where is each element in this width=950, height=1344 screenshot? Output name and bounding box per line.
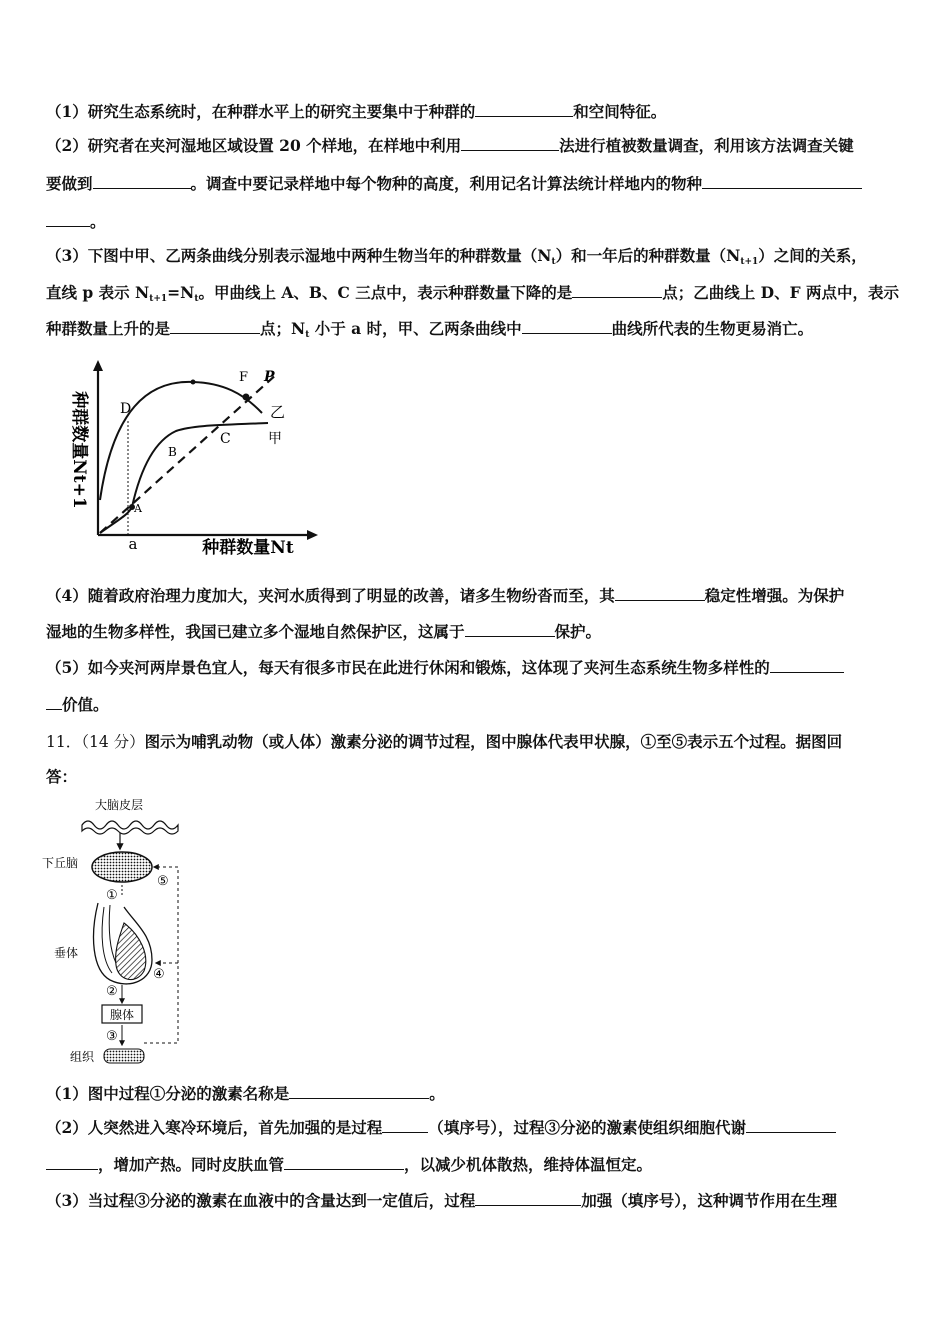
population-curve-figure — [58, 355, 328, 560]
answer-blank[interactable] — [475, 101, 573, 117]
q10-part2-line2: 要做到 。调查中要记录样地中每个物种的高度，利用记名计算法统计样地内的物种 — [46, 173, 910, 195]
hormone-regulation-diagram — [40, 795, 200, 1067]
label-C: C — [220, 431, 231, 447]
curve-jia — [100, 423, 268, 533]
label-cortex: 大脑皮层 — [95, 798, 144, 812]
answer-blank[interactable] — [770, 657, 844, 673]
answer-blank[interactable] — [702, 173, 862, 189]
answer-blank[interactable] — [46, 211, 90, 227]
q11-part1: （1）图中过程①分泌的激素名称是 。 — [46, 1084, 445, 1103]
label-step2: ② — [106, 984, 118, 999]
tissue-shape — [104, 1049, 144, 1063]
label-step5: ⑤ — [157, 874, 169, 889]
label-jia: 甲 — [268, 431, 282, 447]
x-axis-label: 种群数量Nt — [202, 538, 294, 558]
q10-part1: （1）研究生态系统时，在种群水平上的研究主要集中于种群的 和空间特征。 — [46, 102, 667, 121]
q10-part4-line2: 湿地的生物多样性，我国已建立多个湿地自然保护区，这属于 保护。 — [46, 622, 602, 641]
q11-stem-line1: 11．（14 分）图示为哺乳动物（或人体）激素分泌的调节过程，图中腺体代表甲状腺，①至⑤表示五个过程。据图回 — [46, 732, 843, 751]
cortex-shape — [82, 821, 178, 834]
answer-blank[interactable] — [746, 1117, 836, 1133]
answer-blank[interactable] — [46, 694, 62, 710]
question-number: 11． — [46, 733, 82, 751]
curve-yi — [100, 382, 262, 500]
q11-stem-line2: 答： — [46, 767, 78, 786]
label-gland: 腺体 — [109, 1008, 135, 1022]
q10-part2-line1: （2）研究者在夹河湿地区域设置 20 个样地，在样地中利用 法进行植被数量调查，利用该方法调查关键 — [46, 136, 854, 155]
answer-blank[interactable] — [93, 173, 191, 189]
label-D: D — [120, 401, 132, 417]
answer-blank[interactable] — [461, 135, 559, 151]
q11-part3-line1: （3）当过程③分泌的激素在血液中的含量达到一定值后，过程 加强（填序号），这种调节作用在生理 — [46, 1191, 838, 1210]
y-axis-arrow — [93, 360, 103, 371]
answer-blank[interactable] — [170, 318, 260, 334]
answer-blank[interactable] — [572, 282, 662, 298]
answer-blank[interactable] — [522, 318, 612, 334]
label-step3: ③ — [106, 1029, 118, 1044]
q10-part2-line3: 。 — [46, 211, 910, 233]
q11-part2-line1: （2）人突然进入寒冷环境后，首先加强的是过程 （填序号），过程③分泌的激素使组织细胞代谢 — [46, 1117, 910, 1139]
a-tick-label: a — [128, 535, 138, 553]
label-tissue: 组织 — [70, 1050, 95, 1064]
answer-blank[interactable] — [284, 1154, 404, 1170]
q10-part5-line1: （5）如今夹河两岸景色宜人，每天有很多市民在此进行休闲和锻炼，这体现了夹河生态系统生物多样性的 — [46, 657, 910, 679]
label-step1: ① — [106, 888, 118, 903]
hypothalamus-shape — [92, 852, 152, 882]
label-pituitary: 垂体 — [54, 946, 79, 960]
label-P: P — [264, 369, 275, 385]
x-axis-arrow — [307, 530, 318, 540]
q10-part4-line1: （4）随着政府治理力度加大，夹河水质得到了明显的改善，诸多生物纷沓而至，其 稳定性增强。为保护 — [46, 586, 845, 605]
point-F-marker — [243, 394, 250, 401]
label-A: A — [134, 502, 142, 515]
answer-blank[interactable] — [382, 1117, 428, 1133]
label-F: F — [239, 370, 249, 385]
answer-blank[interactable] — [615, 585, 705, 601]
label-B: B — [168, 445, 177, 459]
answer-blank[interactable] — [289, 1083, 429, 1099]
q11-part2-line2: ，增加产热。同时皮肤血管 ，以减少机体散热，维持体温恒定。 — [46, 1154, 910, 1176]
question-score: （14 分） — [81, 733, 145, 751]
label-yi: 乙 — [270, 403, 286, 421]
line-p — [100, 373, 278, 533]
answer-blank[interactable] — [465, 621, 555, 637]
q10-part3-line2: 直线 p 表示 $N_{t+1}=N_t$。甲曲线上 A、B、C 三点中，表示种群数量下降的是 点；乙曲线上 D、F 两点中，表示 — [46, 283, 900, 304]
answer-blank[interactable] — [46, 1154, 98, 1170]
q10-part3-line1: （3）下图中甲、乙两条曲线分别表示湿地中两种生物当年的种群数量$(N_t)$和一年后的种群数量$(N_{t+1})$之间的关系， — [46, 246, 867, 267]
label-hypothalamus: 下丘脑 — [42, 856, 79, 870]
label-step4: ④ — [153, 967, 165, 982]
answer-blank[interactable] — [475, 1190, 581, 1206]
q10-part3-line3: 种群数量上升的是 点；$N_t$ 小于 a 时，甲、乙两条曲线中 曲线所代表的生物更易消亡。 — [46, 319, 814, 340]
point-top — [191, 380, 196, 385]
q10-part5-line2: 价值。 — [46, 694, 910, 716]
y-axis-label: 种群数量Nt+1 — [69, 391, 89, 509]
